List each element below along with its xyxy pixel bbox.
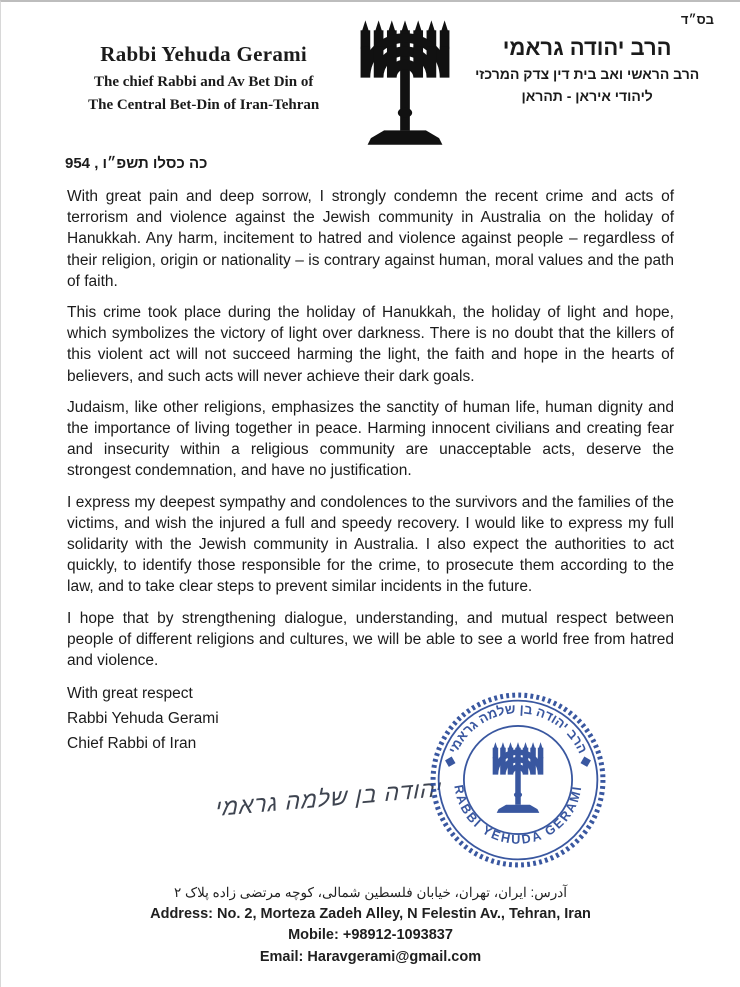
letterhead-english xyxy=(57,42,350,116)
letter-paragraph-3: Judaism, like other religions, emphasizes the sanctity of human life, human dignity and the importance of living together in peace. Harming innocent civilians and creating fear and insecurity within a religious community are unacceptable acts, deserve the strongest condemnation, and have no justification. xyxy=(67,398,674,480)
signature-zone xyxy=(67,681,674,879)
seal-latin-text: RABBI YEHUDA GERAMI xyxy=(451,783,585,848)
letter-paragraph-1: With great pain and deep sorrow, I strongly condemn the recent crime and acts of terrorism and violence against the Jewish community in Australia on the holiday of Hanukkah. Any harm, incitement to hatred and violence against people – regardless of their religion, origin or nationality – is contrary against human, moral values and the path of faith. xyxy=(67,188,674,290)
rabbi-title-english-line1: The chief Rabbi and Av Bet Din of xyxy=(93,74,314,90)
rabbi-name-english: Rabbi Yehuda Gerami xyxy=(100,42,308,66)
email-line: Email: Haravgerami@gmail.com xyxy=(259,949,482,966)
handwritten-signature: יהודה בן שלמה גראמי xyxy=(215,775,443,822)
address-english: Address: No. 2, Morteza Zadeh Alley, N Felestin Av., Tehran, Iran xyxy=(150,905,591,922)
closing-name: Rabbi Yehuda Gerami xyxy=(67,710,219,728)
address-persian: آدرس: ایران، تهران، خیابان فلسطین شمالی، کوچه مرتضی زاده پلاک ۲ xyxy=(173,885,567,901)
closing-respect: With great respect xyxy=(67,685,193,703)
letterhead-logo xyxy=(350,12,460,153)
closing-title: Chief Rabbi of Iran xyxy=(67,735,197,753)
official-seal xyxy=(427,689,609,871)
date-line: כה כסלו תשפ״ו , 954 xyxy=(65,155,208,172)
footer-contact xyxy=(1,883,740,969)
seal-hebrew-text: ◆ הרב יהודה בן שלמה גראמי ◆ xyxy=(440,701,596,769)
menorah-icon xyxy=(350,16,460,148)
mobile-line: Mobile: +98912-1093837 xyxy=(288,927,453,944)
letter-paragraph-2: This crime took place during the holiday of Hanukkah, the holiday of light and hope, which symbolizes the victory of light over darkness. There is no doubt that the killers of this violent act will not succeed harming the light, the faith and hope in the hearts of believers, and such acts will never achieve their dark goals. xyxy=(67,304,674,385)
letter-body xyxy=(67,186,674,671)
rabbi-title-hebrew-line1: הרב הראשי ואב בית דין צדק המרכזי xyxy=(475,66,700,82)
rabbi-title-english-line2: The Central Bet-Din of Iran-Tehran xyxy=(88,96,320,113)
rabbi-name-hebrew: הרב יהודה גראמי xyxy=(502,35,672,60)
rabbi-title-hebrew-line2: ליהודי איראן - תהראן xyxy=(521,87,653,104)
seal-menorah-icon xyxy=(493,742,544,813)
letterhead xyxy=(1,2,740,153)
letter-paragraph-4: I express my deepest sympathy and condolences to the survivors and the families of the victims, and wish the injured a full and speedy recovery. I would like to express my full solidarity with the Jewish community in Australia. I also expect the authorities to act quickly, to identify those responsible for the crime, to prosecute them according to the law, and to take clear steps to prevent similar incidents in the future. xyxy=(67,493,674,596)
letter-paragraph-5: I hope that by strengthening dialogue, understanding, and mutual respect between people of different religions and cultures, we will be able to see a world free from hatred and violence. xyxy=(67,609,674,670)
letterhead-hebrew xyxy=(460,12,714,107)
bsd-mark: בס״ד xyxy=(680,12,714,27)
